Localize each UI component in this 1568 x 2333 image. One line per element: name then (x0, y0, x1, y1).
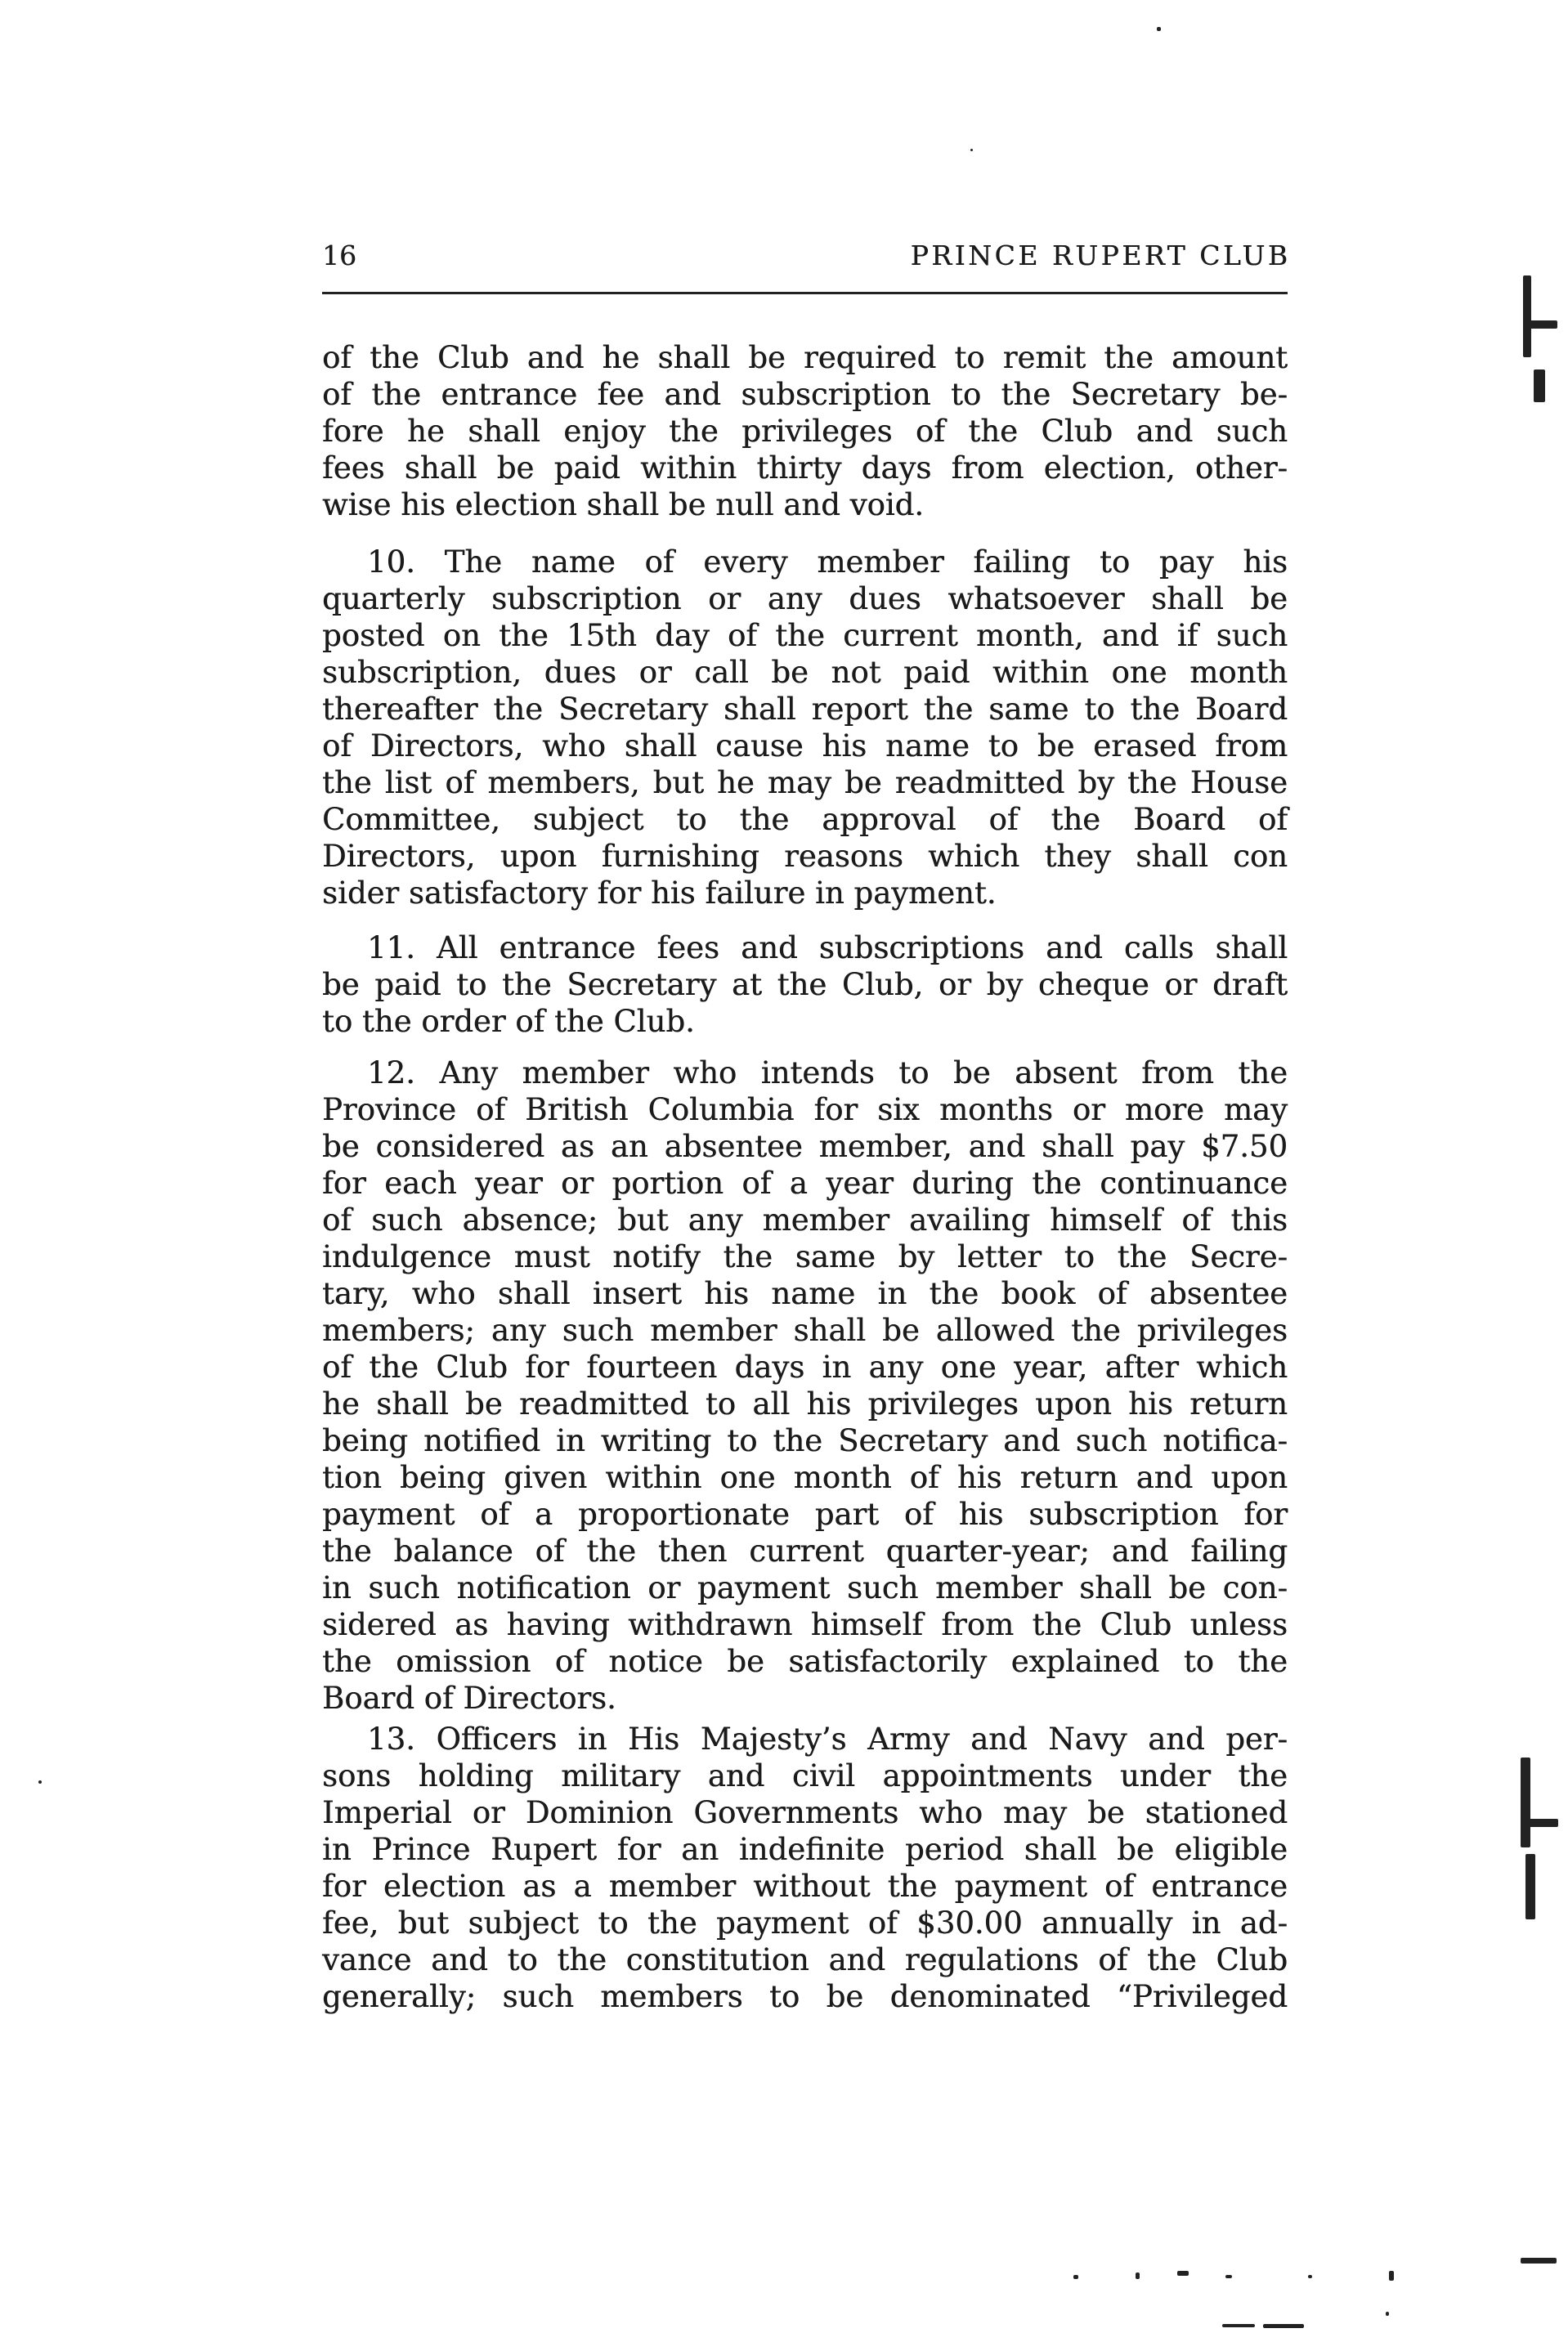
scan-speck (1157, 27, 1161, 31)
text-line: he shall be readmitted to all his privileges upon his return (322, 1386, 1288, 1422)
text-line: of such absence; but any member availing himself of this (322, 1202, 1288, 1238)
scan-speck (1525, 1854, 1535, 1919)
text-line: Board of Directors. (322, 1681, 616, 1716)
scan-speck (1521, 2258, 1557, 2264)
text-line: wise his election shall be null and void. (322, 487, 925, 522)
text-line (322, 1055, 1288, 1091)
text-line: of the Club and he shall be required to remit the amount (322, 340, 1288, 375)
text-line: Imperial or Dominion Governments who may be stationed (322, 1795, 1288, 1830)
page-header (322, 237, 1291, 274)
section-number: 13. (367, 1722, 415, 1757)
header-rule (322, 292, 1288, 294)
scan-speck (1136, 2273, 1140, 2279)
text-line: of Directors, who shall cause his name to be erased from (322, 728, 1288, 763)
paragraph-10 (322, 544, 1288, 911)
text-line: to the order of the Club. (322, 1004, 695, 1039)
scan-speck (1308, 2275, 1312, 2278)
text-line: in such notification or payment such member shall be con- (322, 1570, 1288, 1605)
text-line: sider satisfactory for his failure in payment. (322, 875, 997, 911)
paragraph-13 (322, 1721, 1288, 2015)
scan-speck (1073, 2275, 1078, 2279)
scan-speck (1521, 1758, 1530, 1847)
section-number: 12. (367, 1055, 415, 1090)
scan-speck (1523, 320, 1557, 329)
text-line: sidered as having withdrawn himself from the Club unless (322, 1607, 1288, 1642)
text-line: tary, who shall insert his name in the book of absentee (322, 1276, 1288, 1311)
text-line: posted on the 15th day of the current month, and if such (322, 618, 1288, 653)
text-line: fore he shall enjoy the privileges of the Club and such (322, 414, 1288, 449)
text-line: vance and to the constitution and regulations of the Club (322, 1942, 1288, 1977)
scan-speck (38, 1780, 42, 1784)
text-line: being notified in writing to the Secretary and such notifica- (322, 1423, 1288, 1458)
text-line: thereafter the Secretary shall report the same to the Board (322, 692, 1288, 727)
text-line: be considered as an absentee member, and shall pay $7.50 (322, 1129, 1288, 1164)
text-line: of the entrance fee and subscription to the Secretary be- (322, 377, 1288, 412)
scan-speck (970, 149, 973, 151)
section-number: 10. (367, 544, 415, 580)
text-line: generally; such members to be denominated “Privileged (322, 1979, 1288, 2014)
text-line: for each year or portion of a year during the continuance (322, 1166, 1288, 1201)
scan-speck (1263, 2324, 1304, 2328)
line-text: Officers in His Majesty’s Army and Navy and per- (436, 1722, 1288, 1757)
scan-speck (1389, 2271, 1394, 2281)
paragraph-12 (322, 1055, 1288, 1717)
line-text: The name of every member failing to pay his (444, 544, 1288, 580)
line-text: Any member who intends to be absent from the (439, 1055, 1288, 1090)
scan-speck (1222, 2324, 1255, 2327)
text-line: of the Club for fourteen days in any one year, after which (322, 1350, 1288, 1385)
text-line: quarterly subscription or any dues whatsoever shall be (322, 581, 1288, 616)
paragraph-11 (322, 929, 1288, 1040)
text-line: Directors, upon furnishing reasons which they shall con (322, 839, 1288, 874)
scan-speck (1386, 2312, 1389, 2316)
text-line: the balance of the then current quarter-year; and failing (322, 1534, 1288, 1569)
text-line (322, 1721, 1288, 1758)
text-line: fees shall be paid within thirty days from election, other- (322, 450, 1288, 486)
running-head: PRINCE RUPERT CLUB (910, 240, 1291, 271)
text-line: for election as a member without the payment of entrance (322, 1869, 1288, 1904)
scan-speck (1177, 2271, 1189, 2276)
text-line: the omission of notice be satisfactorily explained to the (322, 1644, 1288, 1679)
text-line: be paid to the Secretary at the Club, or by cheque or draft (322, 967, 1288, 1002)
text-line: sons holding military and civil appointments under the (322, 1758, 1288, 1793)
paragraph-continuation (322, 339, 1288, 523)
scan-speck (1523, 275, 1531, 357)
text-line: payment of a proportionate part of his subscription for (322, 1497, 1288, 1532)
text-line (322, 544, 1288, 580)
text-line: indulgence must notify the same by letter to the Secre- (322, 1239, 1288, 1274)
page-number: 16 (322, 240, 356, 271)
text-line: Province of British Columbia for six months or more may (322, 1092, 1288, 1127)
line-text: All entrance fees and subscriptions and calls shall (437, 930, 1288, 965)
text-line: in Prince Rupert for an indefinite period shall be eligible (322, 1832, 1288, 1867)
section-number: 11. (367, 930, 415, 965)
text-line (322, 929, 1288, 966)
scan-speck (1521, 1819, 1558, 1827)
text-line: tion being given within one month of his return and upon (322, 1460, 1288, 1495)
scan-speck (1225, 2275, 1232, 2278)
text-line: the list of members, but he may be readmitted by the House (322, 765, 1288, 800)
text-line: subscription, dues or call be not paid within one month (322, 655, 1288, 690)
text-line: fee, but subject to the payment of $30.00 annually in ad- (322, 1905, 1288, 1941)
text-line: members; any such member shall be allowed the privileges (322, 1313, 1288, 1348)
text-line: Committee, subject to the approval of the Board of (322, 802, 1288, 837)
scan-speck (1534, 369, 1545, 402)
